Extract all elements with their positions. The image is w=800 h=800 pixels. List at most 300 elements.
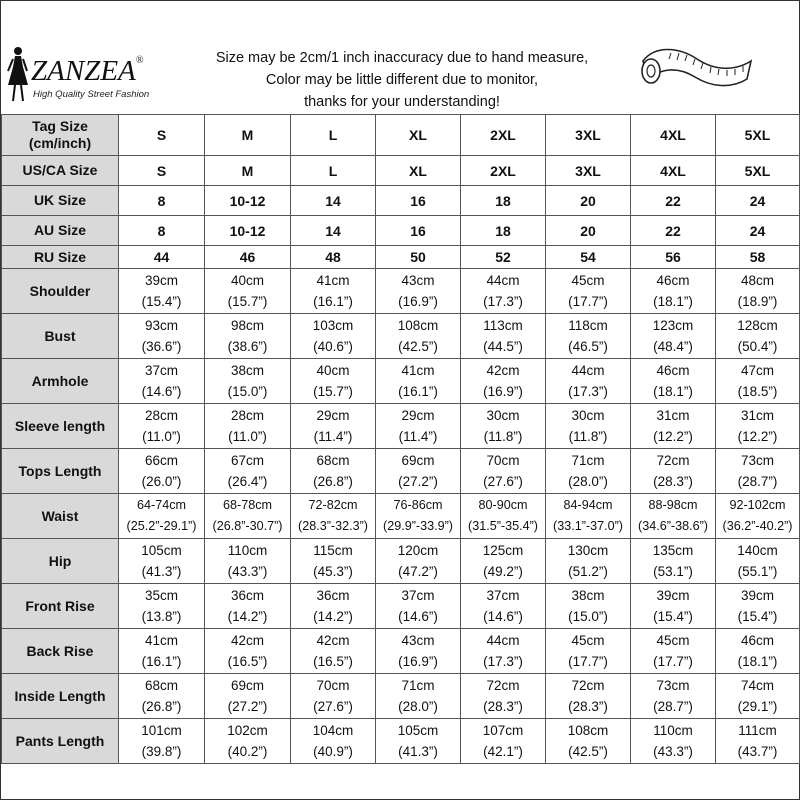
measurement-cell [461,359,546,404]
cm-value: 43cm [401,633,435,648]
measurement-cell [546,629,631,674]
brand-tagline: High Quality Street Fashion [33,89,150,100]
inch-value: (51.2”) [568,564,608,579]
measurement-row [2,449,800,494]
cm-value: 68cm [316,453,350,468]
cm-value: 64-74cm [137,498,186,512]
inch-value: (17.3”) [568,384,608,399]
cm-value: 130cm [567,543,609,558]
measurement-cell [205,584,291,629]
measurement-cell [546,719,631,764]
inch-value: (15.7”) [227,294,268,309]
measurement-cell [119,269,205,314]
measurement-cell [631,359,716,404]
cm-value: 46cm [656,363,690,378]
row-label: Front Rise [2,584,119,629]
inch-value: (16.5”) [227,654,268,669]
row-label: Pants Length [2,719,119,764]
inch-value: (33.1”-37.0”) [553,519,623,533]
measurement-cell [205,269,291,314]
measuring-tape-icon [637,41,757,101]
cm-value: 69cm [230,678,264,693]
cm-value: 84-94cm [563,498,613,512]
measurement-cell [119,539,205,584]
measurement-cell [631,494,716,539]
size-cell: 4XL [631,115,716,156]
measurement-row [2,404,800,449]
cm-value: 120cm [397,543,439,558]
inch-value: (26.4”) [227,474,268,489]
measurement-cell [631,674,716,719]
measurement-cell [205,674,291,719]
inch-value: (43.3”) [227,564,268,579]
cm-value: 128cm [737,318,778,333]
inch-value: (39.8”) [141,744,182,759]
size-cell: 44 [119,246,205,269]
inch-value: (44.5”) [483,339,523,354]
inch-value: (49.2”) [483,564,523,579]
inch-value: (15.0”) [568,609,608,624]
measurement-row [2,269,800,314]
cm-value: 46cm [740,633,774,648]
cm-value: 68cm [144,678,178,693]
measurement-cell [631,719,716,764]
inch-value: (31.5”-35.4”) [468,519,538,533]
cm-value: 42cm [230,633,264,648]
row-label: Bust [2,314,119,359]
row-label: Armhole [2,359,119,404]
inch-value: (15.4”) [141,294,182,309]
measurement-cell [716,404,800,449]
measurement-cell [631,584,716,629]
cm-value: 92-102cm [729,498,786,512]
inch-value: (26.8”) [313,474,353,489]
inch-value: (18.1”) [653,384,693,399]
inch-value: (41.3”) [398,744,438,759]
size-cell: 56 [631,246,716,269]
measurement-row [2,719,800,764]
measurement-cell [716,584,800,629]
measurement-row [2,539,800,584]
inch-value: (27.6”) [313,699,353,714]
measurement-cell [376,539,461,584]
cm-value: 37cm [144,363,178,378]
measurement-row [2,629,800,674]
cm-value: 45cm [656,633,690,648]
size-cell: 3XL [546,115,631,156]
measurement-cell [461,404,546,449]
cm-value: 39cm [144,273,178,288]
cm-value: 113cm [483,318,523,333]
cm-value: 67cm [230,453,264,468]
inch-value: (27.2”) [398,474,438,489]
size-cell: 14 [291,186,376,216]
size-cell: XL [376,156,461,186]
size-row [2,186,800,216]
size-row [2,216,800,246]
woman-silhouette-icon [5,45,31,103]
measurement-cell [205,449,291,494]
inch-value: (42.5”) [398,339,438,354]
size-row [2,156,800,186]
measurement-cell [716,314,800,359]
size-cell: 58 [716,246,800,269]
measurement-cell [119,494,205,539]
measurement-cell [291,404,376,449]
measurement-cell [716,359,800,404]
size-cell: 10-12 [205,216,291,246]
measurement-cell [461,494,546,539]
inch-value: (43.7”) [737,744,778,759]
measurement-cell [376,314,461,359]
cm-value: 108cm [567,723,609,738]
measurement-cell [546,269,631,314]
logo [1,1,197,114]
inch-value: (26.0”) [141,474,182,489]
measurement-cell [461,719,546,764]
size-cell: 8 [119,186,205,216]
inch-value: (29.1”) [737,699,778,714]
inch-value: (18.1”) [653,294,693,309]
row-label: Back Rise [2,629,119,674]
cm-value: 41cm [144,633,178,648]
cm-value: 31cm [656,408,690,423]
inch-value: (43.3”) [653,744,693,759]
inch-value: (12.2”) [653,429,693,444]
cm-value: 30cm [486,408,520,423]
cm-value: 76-86cm [393,498,443,512]
inch-value: (36.2”-40.2”) [722,519,793,533]
cm-value: 140cm [737,543,778,558]
inch-value: (55.1”) [737,564,778,579]
measurement-cell [461,539,546,584]
inch-value: (16.1”) [313,294,353,309]
inch-value: (26.8”) [141,699,182,714]
measurement-cell [461,629,546,674]
inch-value: (16.9”) [398,654,438,669]
cm-value: 28cm [144,408,178,423]
measurement-cell [291,359,376,404]
row-label: Tag Size (cm/inch) [2,115,119,156]
measurement-cell [716,539,800,584]
cm-value: 39cm [740,588,774,603]
cm-value: 108cm [397,318,439,333]
size-cell: L [291,156,376,186]
cm-value: 44cm [571,363,605,378]
inch-value: (18.9”) [737,294,778,309]
row-label: RU Size [2,246,119,269]
cm-value: 102cm [227,723,268,738]
inch-value: (53.1”) [653,564,693,579]
inch-value: (11.4”) [398,429,438,444]
cm-value: 69cm [401,453,435,468]
row-label: Inside Length [2,674,119,719]
cm-value: 72-82cm [308,498,358,512]
measurement-cell [376,719,461,764]
cm-value: 41cm [401,363,435,378]
cm-value: 37cm [401,588,435,603]
measurement-cell [291,494,376,539]
cm-value: 39cm [656,588,690,603]
cm-value: 71cm [571,453,605,468]
measurement-cell [119,584,205,629]
measurement-cell [119,629,205,674]
cm-value: 93cm [144,318,178,333]
measurement-cell [205,629,291,674]
inch-value: (18.1”) [737,654,778,669]
inch-value: (25.2”-29.1”) [126,519,197,533]
measurement-cell [376,359,461,404]
row-label: Shoulder [2,269,119,314]
measurement-cell [291,629,376,674]
cm-value: 70cm [486,453,520,468]
cm-value: 29cm [401,408,435,423]
cm-value: 41cm [316,273,350,288]
measurement-cell [291,719,376,764]
cm-value: 43cm [401,273,435,288]
cm-value: 42cm [486,363,520,378]
measurement-cell [631,314,716,359]
inch-value: (12.2”) [737,429,778,444]
cm-value: 103cm [312,318,354,333]
size-cell: S [119,115,205,156]
inch-value: (41.3”) [141,564,182,579]
size-cell: 24 [716,186,800,216]
measurement-cell [119,719,205,764]
inch-value: (15.0”) [227,384,268,399]
row-label: Hip [2,539,119,584]
cm-value: 107cm [482,723,524,738]
measurement-row [2,674,800,719]
size-cell: 22 [631,216,716,246]
measurement-cell [716,494,800,539]
cm-value: 101cm [141,723,182,738]
row-label: Tops Length [2,449,119,494]
inch-value: (17.7”) [568,294,608,309]
measurement-cell [631,404,716,449]
inch-value: (15.7”) [313,384,353,399]
inch-value: (13.8”) [141,609,182,624]
size-cell: 5XL [716,156,800,186]
measurement-cell [376,494,461,539]
cm-value: 125cm [482,543,524,558]
inch-value: (17.7”) [653,654,693,669]
cm-value: 36cm [230,588,264,603]
inch-value: (50.4”) [737,339,778,354]
inch-value: (27.2”) [227,699,268,714]
inch-value: (28.3”-32.3”) [298,519,368,533]
measurement-cell [461,584,546,629]
measurement-cell [205,719,291,764]
row-label: AU Size [2,216,119,246]
inch-value: (29.9”-33.9”) [383,519,453,533]
row-label: Sleeve length [2,404,119,449]
cm-value: 44cm [486,633,520,648]
header [1,1,799,115]
inch-value: (16.5”) [313,654,353,669]
measurement-cell [631,269,716,314]
measurement-cell [119,674,205,719]
measurement-cell [461,449,546,494]
cm-value: 72cm [571,678,605,693]
size-cell: L [291,115,376,156]
measurement-cell [291,449,376,494]
measurement-cell [205,314,291,359]
measurement-cell [205,539,291,584]
measurement-cell [376,584,461,629]
size-table [1,114,800,764]
cm-value: 98cm [230,318,264,333]
measurement-cell [376,629,461,674]
cm-value: 40cm [316,363,350,378]
size-cell: 20 [546,186,631,216]
size-cell: 48 [291,246,376,269]
measurement-cell [546,359,631,404]
cm-value: 66cm [144,453,178,468]
cm-value: 105cm [141,543,182,558]
size-cell: 3XL [546,156,631,186]
measurement-cell [546,494,631,539]
measurement-cell [461,674,546,719]
measurement-cell [376,449,461,494]
inch-value: (27.6”) [483,474,523,489]
inch-value: (47.2”) [398,564,438,579]
inch-value: (28.3”) [483,699,523,714]
measurement-cell [631,629,716,674]
inch-value: (28.0”) [398,699,438,714]
measurement-cell [291,674,376,719]
size-row [2,115,800,156]
size-cell: 2XL [461,115,546,156]
measurement-row [2,584,800,629]
cm-value: 115cm [313,543,353,558]
inch-value: (18.5”) [737,384,778,399]
cm-value: 105cm [397,723,439,738]
cm-value: 104cm [312,723,354,738]
inch-value: (14.6”) [483,609,523,624]
measurement-cell [716,719,800,764]
inch-value: (48.4”) [653,339,693,354]
inch-value: (28.3”) [653,474,693,489]
inch-value: (45.3”) [313,564,353,579]
cm-value: 70cm [316,678,350,693]
row-label: US/CA Size [2,156,119,186]
size-cell: S [119,156,205,186]
inch-value: (14.6”) [398,609,438,624]
cm-value: 36cm [316,588,350,603]
measurement-cell [716,269,800,314]
inch-value: (36.6”) [141,339,182,354]
cm-value: 31cm [740,408,774,423]
size-cell: 50 [376,246,461,269]
inch-value: (14.2”) [227,609,268,624]
measurement-cell [291,314,376,359]
row-label: Waist [2,494,119,539]
measurement-cell [716,629,800,674]
inch-value: (11.0”) [142,429,181,444]
size-cell: 8 [119,216,205,246]
measurement-cell [119,449,205,494]
cm-value: 30cm [571,408,605,423]
inch-value: (28.7”) [737,474,778,489]
cm-value: 45cm [571,273,605,288]
measurement-cell [205,494,291,539]
inch-value: (40.2”) [227,744,268,759]
measurement-row [2,314,800,359]
inch-value: (40.6”) [313,339,353,354]
size-cell: 14 [291,216,376,246]
cm-value: 35cm [144,588,178,603]
measurement-cell [716,449,800,494]
measurement-cell [546,314,631,359]
cm-value: 37cm [486,588,520,603]
measurement-cell [631,449,716,494]
cm-value: 38cm [571,588,605,603]
measurement-cell [716,674,800,719]
measurement-cell [205,359,291,404]
inch-value: (11.4”) [313,429,353,444]
inch-value: (17.3”) [483,654,523,669]
cm-value: 73cm [740,453,774,468]
measurement-cell [461,314,546,359]
cm-value: 71cm [401,678,435,693]
measurement-cell [291,269,376,314]
size-cell: 16 [376,186,461,216]
inch-value: (16.9”) [483,384,523,399]
cm-value: 68-78cm [223,498,272,512]
size-cell: 18 [461,186,546,216]
measurement-row [2,359,800,404]
cm-value: 80-90cm [478,498,528,512]
measurement-cell [376,674,461,719]
inch-value: (15.4”) [653,609,693,624]
size-cell: M [205,156,291,186]
size-cell: 16 [376,216,461,246]
size-cell: 52 [461,246,546,269]
inch-value: (15.4”) [737,609,778,624]
measurement-cell [546,539,631,584]
inch-value: (17.3”) [483,294,523,309]
size-cell: 10-12 [205,186,291,216]
measurement-cell [205,404,291,449]
size-cell: 54 [546,246,631,269]
cm-value: 29cm [316,408,350,423]
cm-value: 111cm [738,723,777,738]
inch-value: (17.7”) [568,654,608,669]
size-cell: 24 [716,216,800,246]
size-cell: 2XL [461,156,546,186]
inch-value: (40.9”) [313,744,353,759]
inch-value: (14.6”) [141,384,182,399]
measurement-cell [461,269,546,314]
cm-value: 72cm [486,678,520,693]
inch-value: (42.1”) [483,744,523,759]
measurement-cell [631,539,716,584]
measurement-cell [546,674,631,719]
inch-value: (16.9”) [398,294,438,309]
cm-value: 45cm [571,633,605,648]
size-cell: 22 [631,186,716,216]
measurement-cell [119,359,205,404]
inch-value: (16.1”) [398,384,438,399]
inch-value: (26.8”-30.7”) [212,519,283,533]
inch-value: (11.0”) [228,429,267,444]
inch-value: (28.0”) [568,474,608,489]
inch-value: (42.5”) [568,744,608,759]
size-cell: XL [376,115,461,156]
measurement-row [2,494,800,539]
inch-value: (38.6”) [227,339,268,354]
